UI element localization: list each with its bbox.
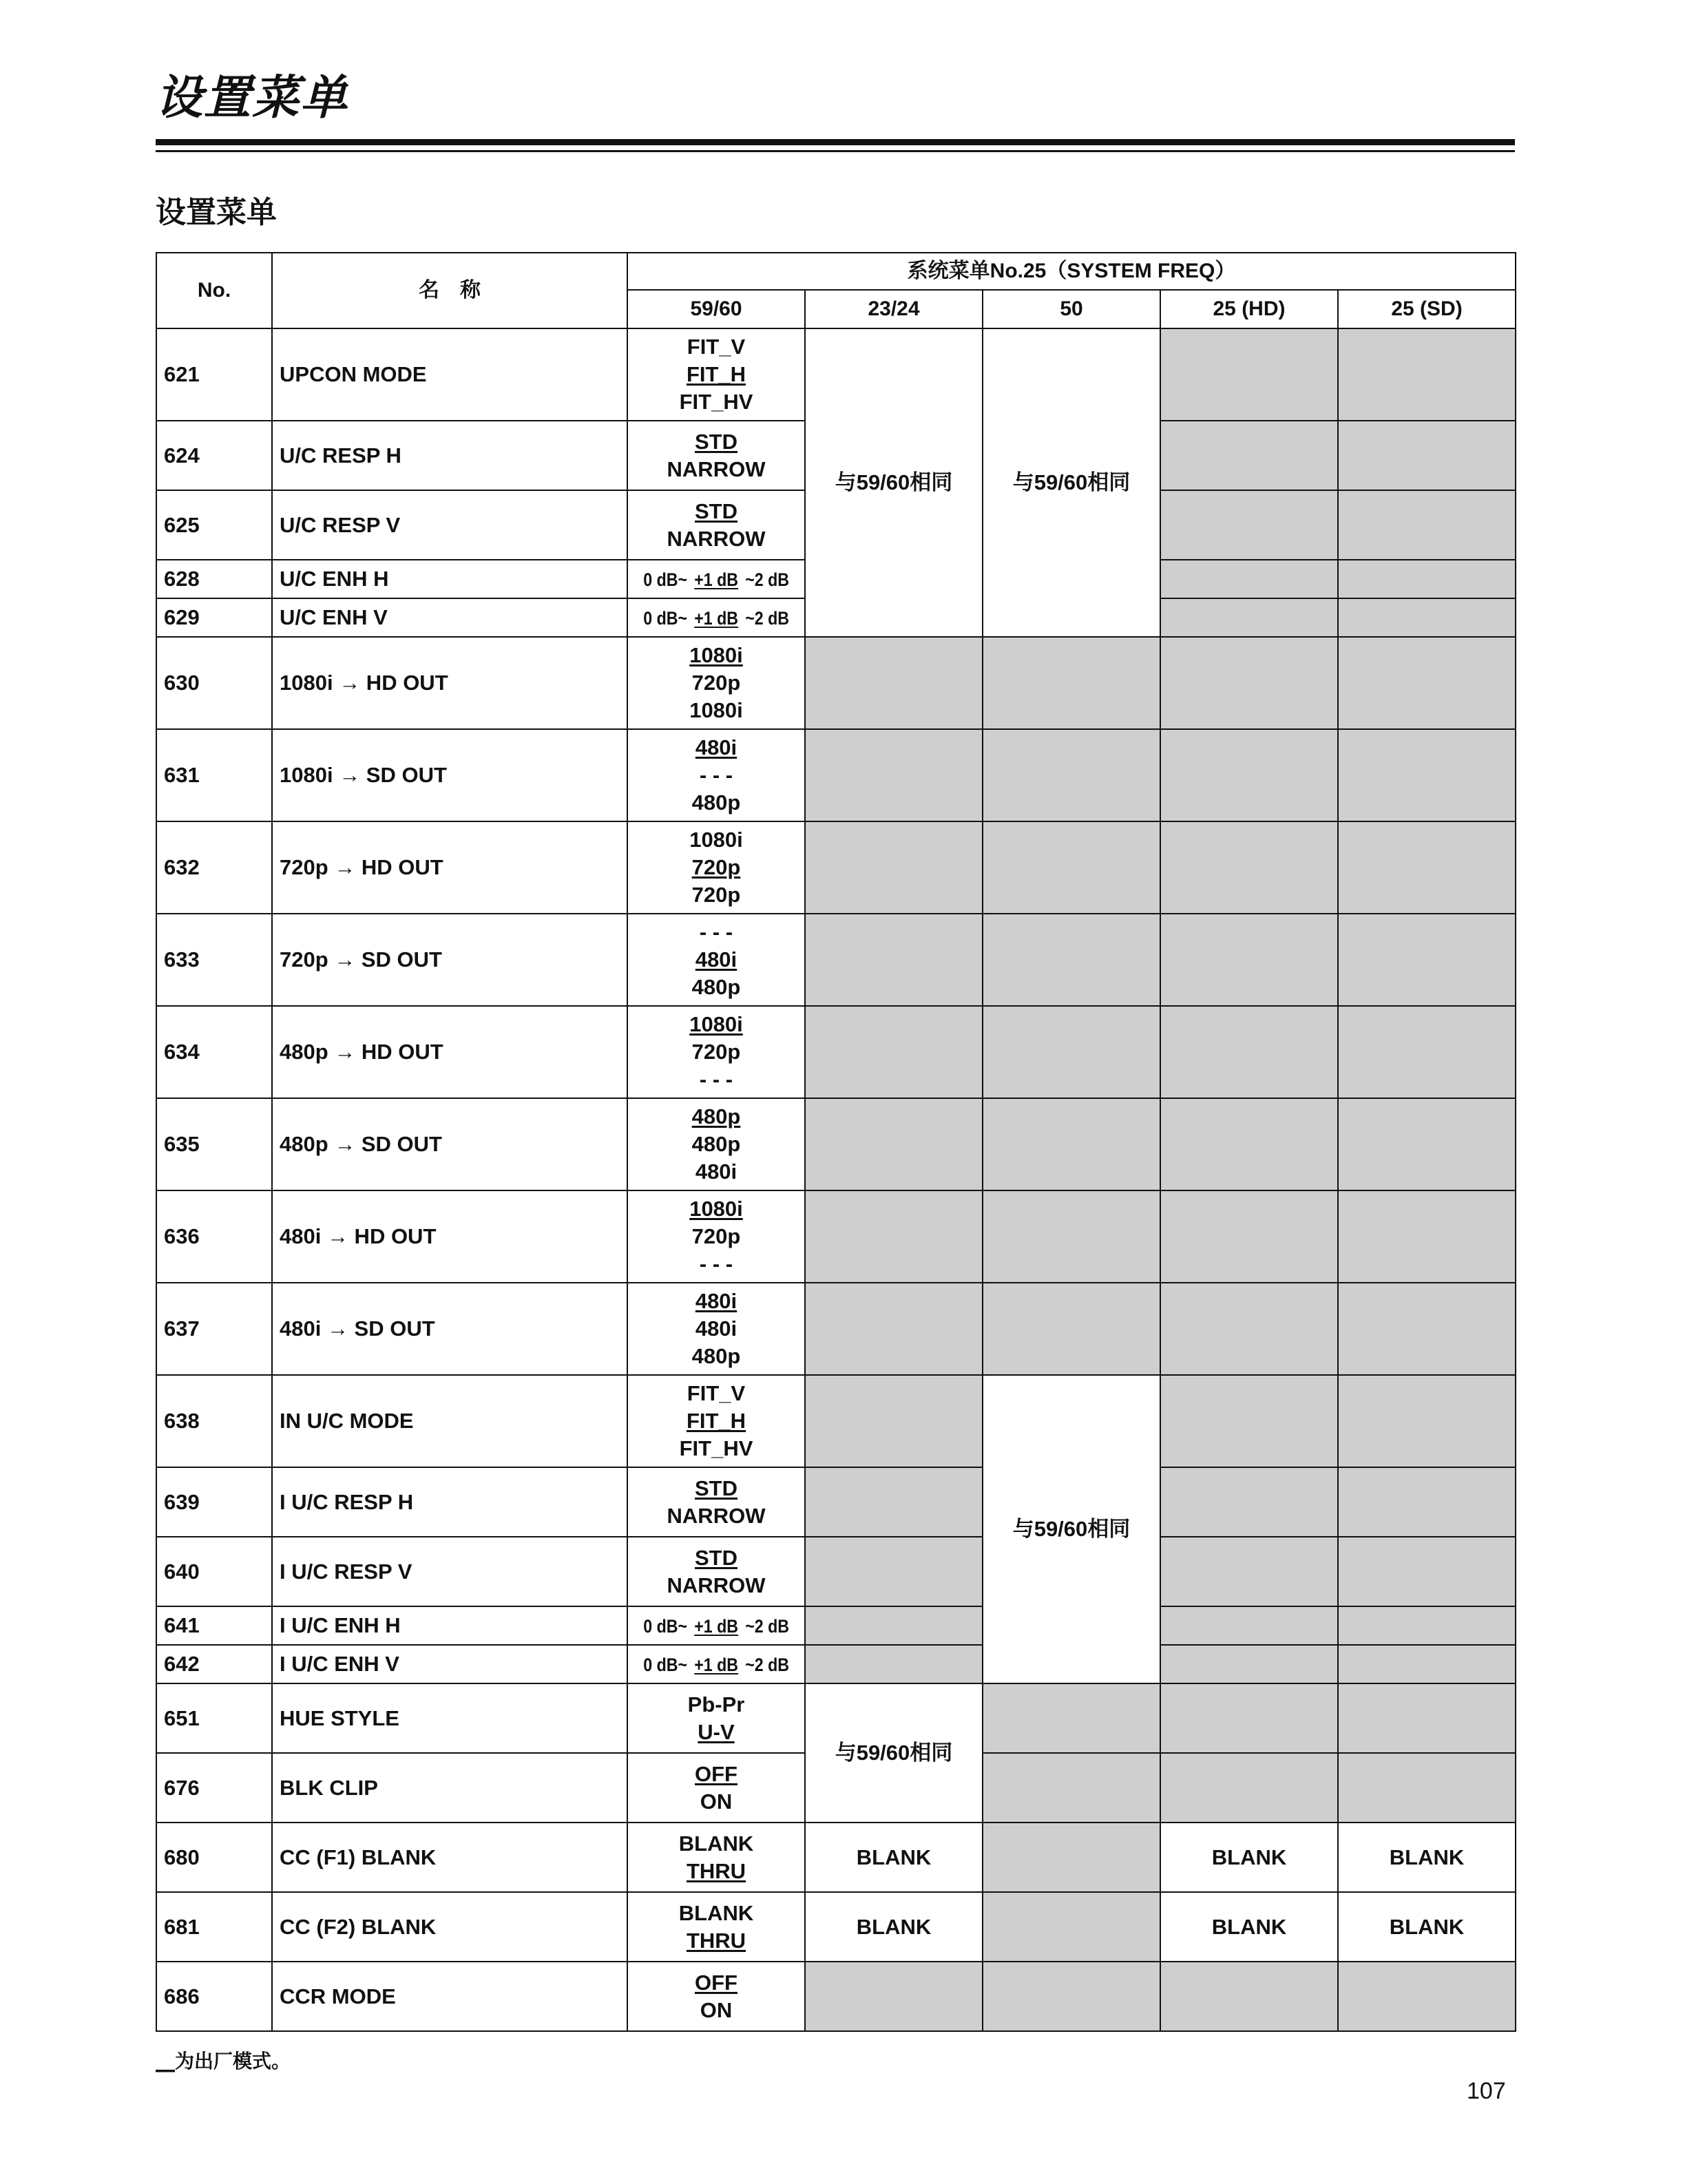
item-number: 633 [156, 914, 272, 1006]
item-name: CC (F2) BLANK [272, 1892, 627, 1962]
option: 1080i [689, 698, 743, 722]
table-row [156, 1892, 1516, 1962]
item-name: U/C RESP V [272, 490, 627, 560]
footnote-marker: __ [156, 2050, 175, 2072]
option: BLANK [678, 1900, 754, 1925]
not-applicable-cell [1160, 821, 1338, 914]
not-applicable-cell [805, 914, 983, 1006]
not-applicable-cell [1160, 729, 1338, 821]
header-freq: 50 [983, 290, 1160, 328]
not-applicable-cell [1160, 560, 1338, 598]
not-applicable-cell [1338, 1606, 1516, 1645]
option: NARROW [667, 526, 766, 551]
option: ~2 dB [745, 1654, 790, 1675]
default-option: U-V [698, 1719, 735, 1744]
item-number: 630 [156, 637, 272, 729]
not-applicable-cell [983, 1098, 1160, 1190]
option-values [627, 914, 805, 1006]
item-number: 642 [156, 1645, 272, 1683]
default-option: +1 dB [694, 569, 738, 590]
default-option: STD [695, 498, 737, 523]
not-applicable-cell [805, 729, 983, 821]
option: 480p [691, 790, 741, 815]
option: Pb-Pr [687, 1692, 745, 1716]
not-applicable-cell [983, 821, 1160, 914]
default-option: STD [695, 1476, 737, 1500]
option: 720p [691, 1040, 741, 1064]
not-applicable-cell [1160, 1606, 1338, 1645]
not-applicable-cell [1338, 1753, 1516, 1823]
option: - - - [699, 763, 733, 787]
not-applicable-cell [1160, 1537, 1338, 1606]
fixed-value-cell: BLANK [1338, 1892, 1516, 1962]
default-option: THRU [686, 1928, 746, 1953]
item-name: I U/C ENH H [272, 1606, 627, 1645]
not-applicable-cell [1338, 560, 1516, 598]
option-values [627, 1467, 805, 1537]
table-row [156, 1283, 1516, 1375]
option: 480p [691, 1132, 741, 1156]
not-applicable-cell [805, 1606, 983, 1645]
not-applicable-cell [1338, 1375, 1516, 1467]
not-applicable-cell [1160, 914, 1338, 1006]
not-applicable-cell [1160, 1283, 1338, 1375]
item-number: 637 [156, 1283, 272, 1375]
item-name: UPCON MODE [272, 328, 627, 421]
not-applicable-cell [805, 1645, 983, 1683]
not-applicable-cell [805, 637, 983, 729]
not-applicable-cell [1160, 421, 1338, 490]
not-applicable-cell [983, 1006, 1160, 1098]
section-title: 设置菜单 [156, 195, 277, 230]
default-option: OFF [695, 1970, 737, 1995]
not-applicable-cell [1338, 821, 1516, 914]
default-option: 1080i [689, 1012, 743, 1036]
option-values [627, 421, 805, 490]
default-option: OFF [695, 1761, 737, 1786]
option-values [627, 1962, 805, 2031]
setup-menu-table [156, 252, 1516, 2032]
option-values [627, 1606, 805, 1645]
table-row [156, 1962, 1516, 2031]
not-applicable-cell [1338, 1190, 1516, 1283]
not-applicable-cell [1338, 1962, 1516, 2031]
not-applicable-cell [1160, 1375, 1338, 1467]
not-applicable-cell [1338, 1006, 1516, 1098]
not-applicable-cell [1160, 1753, 1338, 1823]
item-name: I U/C RESP H [272, 1467, 627, 1537]
not-applicable-cell [1338, 637, 1516, 729]
item-number: 641 [156, 1606, 272, 1645]
item-name: U/C RESP H [272, 421, 627, 490]
item-name: U/C ENH V [272, 598, 627, 637]
option-values [627, 1892, 805, 1962]
not-applicable-cell [983, 1823, 1160, 1892]
option-values [627, 1683, 805, 1753]
table-row [156, 1537, 1516, 1606]
option: 0 dB~ [642, 569, 687, 590]
fixed-value-cell: BLANK [1338, 1823, 1516, 1892]
option-values [627, 1537, 805, 1606]
default-option: +1 dB [694, 1654, 738, 1675]
default-option: 480p [691, 1104, 741, 1128]
page-number: 107 [1467, 2078, 1506, 2104]
fixed-value-cell: BLANK [1160, 1823, 1338, 1892]
default-option: 720p [691, 855, 741, 879]
table-row [156, 1190, 1516, 1283]
item-name: 720p → SD OUT [272, 914, 627, 1006]
header-freq: 23/24 [805, 290, 983, 328]
option-values [627, 1190, 805, 1283]
default-option: STD [695, 429, 737, 454]
option-values [627, 598, 805, 637]
not-applicable-cell [1338, 1098, 1516, 1190]
table-row [156, 1645, 1516, 1683]
not-applicable-cell [1160, 1098, 1338, 1190]
option: NARROW [667, 1573, 766, 1597]
not-applicable-cell [1160, 1683, 1338, 1753]
item-number: 651 [156, 1683, 272, 1753]
same-as-5960-cell: 与59/60相同 [983, 328, 1160, 637]
option: ON [700, 1789, 733, 1814]
option: 720p [691, 671, 741, 695]
not-applicable-cell [983, 1753, 1160, 1823]
item-number: 636 [156, 1190, 272, 1283]
item-number: 634 [156, 1006, 272, 1098]
option: ~2 dB [745, 1615, 790, 1637]
header-freq: 25 (HD) [1160, 290, 1338, 328]
table-row [156, 1683, 1516, 1753]
item-name: BLK CLIP [272, 1753, 627, 1823]
option: FIT_V [687, 335, 746, 359]
option: BLANK [678, 1831, 754, 1856]
option-values [627, 1375, 805, 1467]
not-applicable-cell [805, 821, 983, 914]
item-name: I U/C RESP V [272, 1537, 627, 1606]
item-number: 629 [156, 598, 272, 637]
item-number: 680 [156, 1823, 272, 1892]
option: FIT_V [687, 1381, 746, 1405]
item-name: 480i → HD OUT [272, 1190, 627, 1283]
table-row [156, 328, 1516, 421]
not-applicable-cell [1160, 490, 1338, 560]
item-name: 480p → SD OUT [272, 1098, 627, 1190]
table-row [156, 1823, 1516, 1892]
option-values [627, 328, 805, 421]
not-applicable-cell [1160, 598, 1338, 637]
option-values [627, 1823, 805, 1892]
not-applicable-cell [1338, 490, 1516, 560]
option: 480i [695, 1316, 737, 1341]
option: 0 dB~ [642, 607, 687, 629]
option: ~2 dB [745, 607, 790, 629]
default-option: +1 dB [694, 607, 738, 629]
same-as-5960-cell: 与59/60相同 [805, 328, 983, 637]
table-row [156, 729, 1516, 821]
table-row [156, 1606, 1516, 1645]
default-option: FIT_H [686, 1409, 746, 1433]
default-option: 480i [695, 735, 737, 759]
item-name: 1080i → HD OUT [272, 637, 627, 729]
item-name: CC (F1) BLANK [272, 1823, 627, 1892]
not-applicable-cell [1160, 1467, 1338, 1537]
not-applicable-cell [983, 1190, 1160, 1283]
not-applicable-cell [1160, 1962, 1338, 2031]
option: 720p [691, 1224, 741, 1248]
table-row [156, 1375, 1516, 1467]
item-name: CCR MODE [272, 1962, 627, 2031]
item-name: 720p → HD OUT [272, 821, 627, 914]
option-values [627, 490, 805, 560]
fixed-value-cell: BLANK [805, 1892, 983, 1962]
not-applicable-cell [805, 1098, 983, 1190]
not-applicable-cell [1338, 598, 1516, 637]
item-number: 632 [156, 821, 272, 914]
option-values [627, 821, 805, 914]
option: 480p [691, 1344, 741, 1368]
footnote-text: 为出厂模式。 [175, 2050, 291, 2072]
not-applicable-cell [805, 1375, 983, 1467]
fixed-value-cell: BLANK [805, 1823, 983, 1892]
table-row [156, 637, 1516, 729]
option: NARROW [667, 1503, 766, 1528]
not-applicable-cell [1338, 1683, 1516, 1753]
not-applicable-cell [805, 1283, 983, 1375]
not-applicable-cell [1338, 421, 1516, 490]
table-row [156, 914, 1516, 1006]
item-number: 635 [156, 1098, 272, 1190]
header-freq: 59/60 [627, 290, 805, 328]
item-number: 628 [156, 560, 272, 598]
default-option: THRU [686, 1858, 746, 1883]
table-row [156, 1098, 1516, 1190]
not-applicable-cell [1160, 1190, 1338, 1283]
default-option: 1080i [689, 1197, 743, 1221]
table-row [156, 1467, 1516, 1537]
item-name: 480i → SD OUT [272, 1283, 627, 1375]
option: FIT_HV [679, 390, 753, 414]
not-applicable-cell [1338, 1283, 1516, 1375]
item-number: 640 [156, 1537, 272, 1606]
option: - - - [699, 1067, 733, 1091]
option-values [627, 1753, 805, 1823]
not-applicable-cell [1160, 328, 1338, 421]
item-number: 639 [156, 1467, 272, 1537]
item-name: I U/C ENH V [272, 1645, 627, 1683]
option-values [627, 1645, 805, 1683]
item-number: 631 [156, 729, 272, 821]
default-option: 1080i [689, 643, 743, 667]
item-number: 621 [156, 328, 272, 421]
not-applicable-cell [983, 1892, 1160, 1962]
page-title: 设置菜单 [156, 71, 349, 125]
table-row [156, 821, 1516, 914]
option: FIT_HV [679, 1436, 753, 1460]
footnote [156, 2046, 291, 2074]
option: 480i [695, 1159, 737, 1184]
not-applicable-cell [1338, 1467, 1516, 1537]
item-number: 624 [156, 421, 272, 490]
option: - - - [699, 920, 733, 944]
not-applicable-cell [805, 1467, 983, 1537]
table-row [156, 1006, 1516, 1098]
same-as-5960-cell: 与59/60相同 [805, 1683, 983, 1823]
option-values [627, 1098, 805, 1190]
not-applicable-cell [1338, 1645, 1516, 1683]
fixed-value-cell: BLANK [1160, 1892, 1338, 1962]
item-number: 625 [156, 490, 272, 560]
not-applicable-cell [805, 1006, 983, 1098]
not-applicable-cell [983, 1283, 1160, 1375]
not-applicable-cell [983, 1962, 1160, 2031]
option-values [627, 729, 805, 821]
option: 0 dB~ [642, 1654, 687, 1675]
not-applicable-cell [983, 1683, 1160, 1753]
default-option: 480i [695, 1289, 737, 1313]
default-option: STD [695, 1545, 737, 1570]
header-freq: 25 (SD) [1338, 290, 1516, 328]
option: 480p [691, 975, 741, 999]
not-applicable-cell [1338, 914, 1516, 1006]
option-values [627, 637, 805, 729]
option: ON [700, 1997, 733, 2022]
option: 0 dB~ [642, 1615, 687, 1637]
default-option: 480i [695, 947, 737, 972]
item-name: IN U/C MODE [272, 1375, 627, 1467]
item-number: 638 [156, 1375, 272, 1467]
not-applicable-cell [805, 1962, 983, 2031]
title-rule-thick [156, 139, 1515, 145]
option-values [627, 560, 805, 598]
not-applicable-cell [983, 914, 1160, 1006]
header-name: 名 称 [272, 253, 627, 328]
item-name: U/C ENH H [272, 560, 627, 598]
not-applicable-cell [1160, 637, 1338, 729]
default-option: +1 dB [694, 1615, 738, 1637]
item-number: 686 [156, 1962, 272, 2031]
item-number: 676 [156, 1753, 272, 1823]
not-applicable-cell [1338, 328, 1516, 421]
not-applicable-cell [983, 637, 1160, 729]
not-applicable-cell [805, 1537, 983, 1606]
option-values [627, 1006, 805, 1098]
header-system-freq: 系统菜单No.25（SYSTEM FREQ） [627, 253, 1516, 290]
option: 1080i [689, 828, 743, 852]
not-applicable-cell [1160, 1645, 1338, 1683]
item-name: 480p → HD OUT [272, 1006, 627, 1098]
title-rule-thin [156, 150, 1515, 152]
same-as-5960-cell: 与59/60相同 [983, 1375, 1160, 1683]
not-applicable-cell [983, 729, 1160, 821]
header-no: No. [156, 253, 272, 328]
option: ~2 dB [745, 569, 790, 590]
not-applicable-cell [1338, 729, 1516, 821]
not-applicable-cell [1338, 1537, 1516, 1606]
item-name: HUE STYLE [272, 1683, 627, 1753]
option: NARROW [667, 456, 766, 481]
item-number: 681 [156, 1892, 272, 1962]
default-option: FIT_H [686, 362, 746, 386]
not-applicable-cell [1160, 1006, 1338, 1098]
not-applicable-cell [805, 1190, 983, 1283]
item-name: 1080i → SD OUT [272, 729, 627, 821]
option-values [627, 1283, 805, 1375]
option: - - - [699, 1252, 733, 1276]
option: 720p [691, 883, 741, 907]
